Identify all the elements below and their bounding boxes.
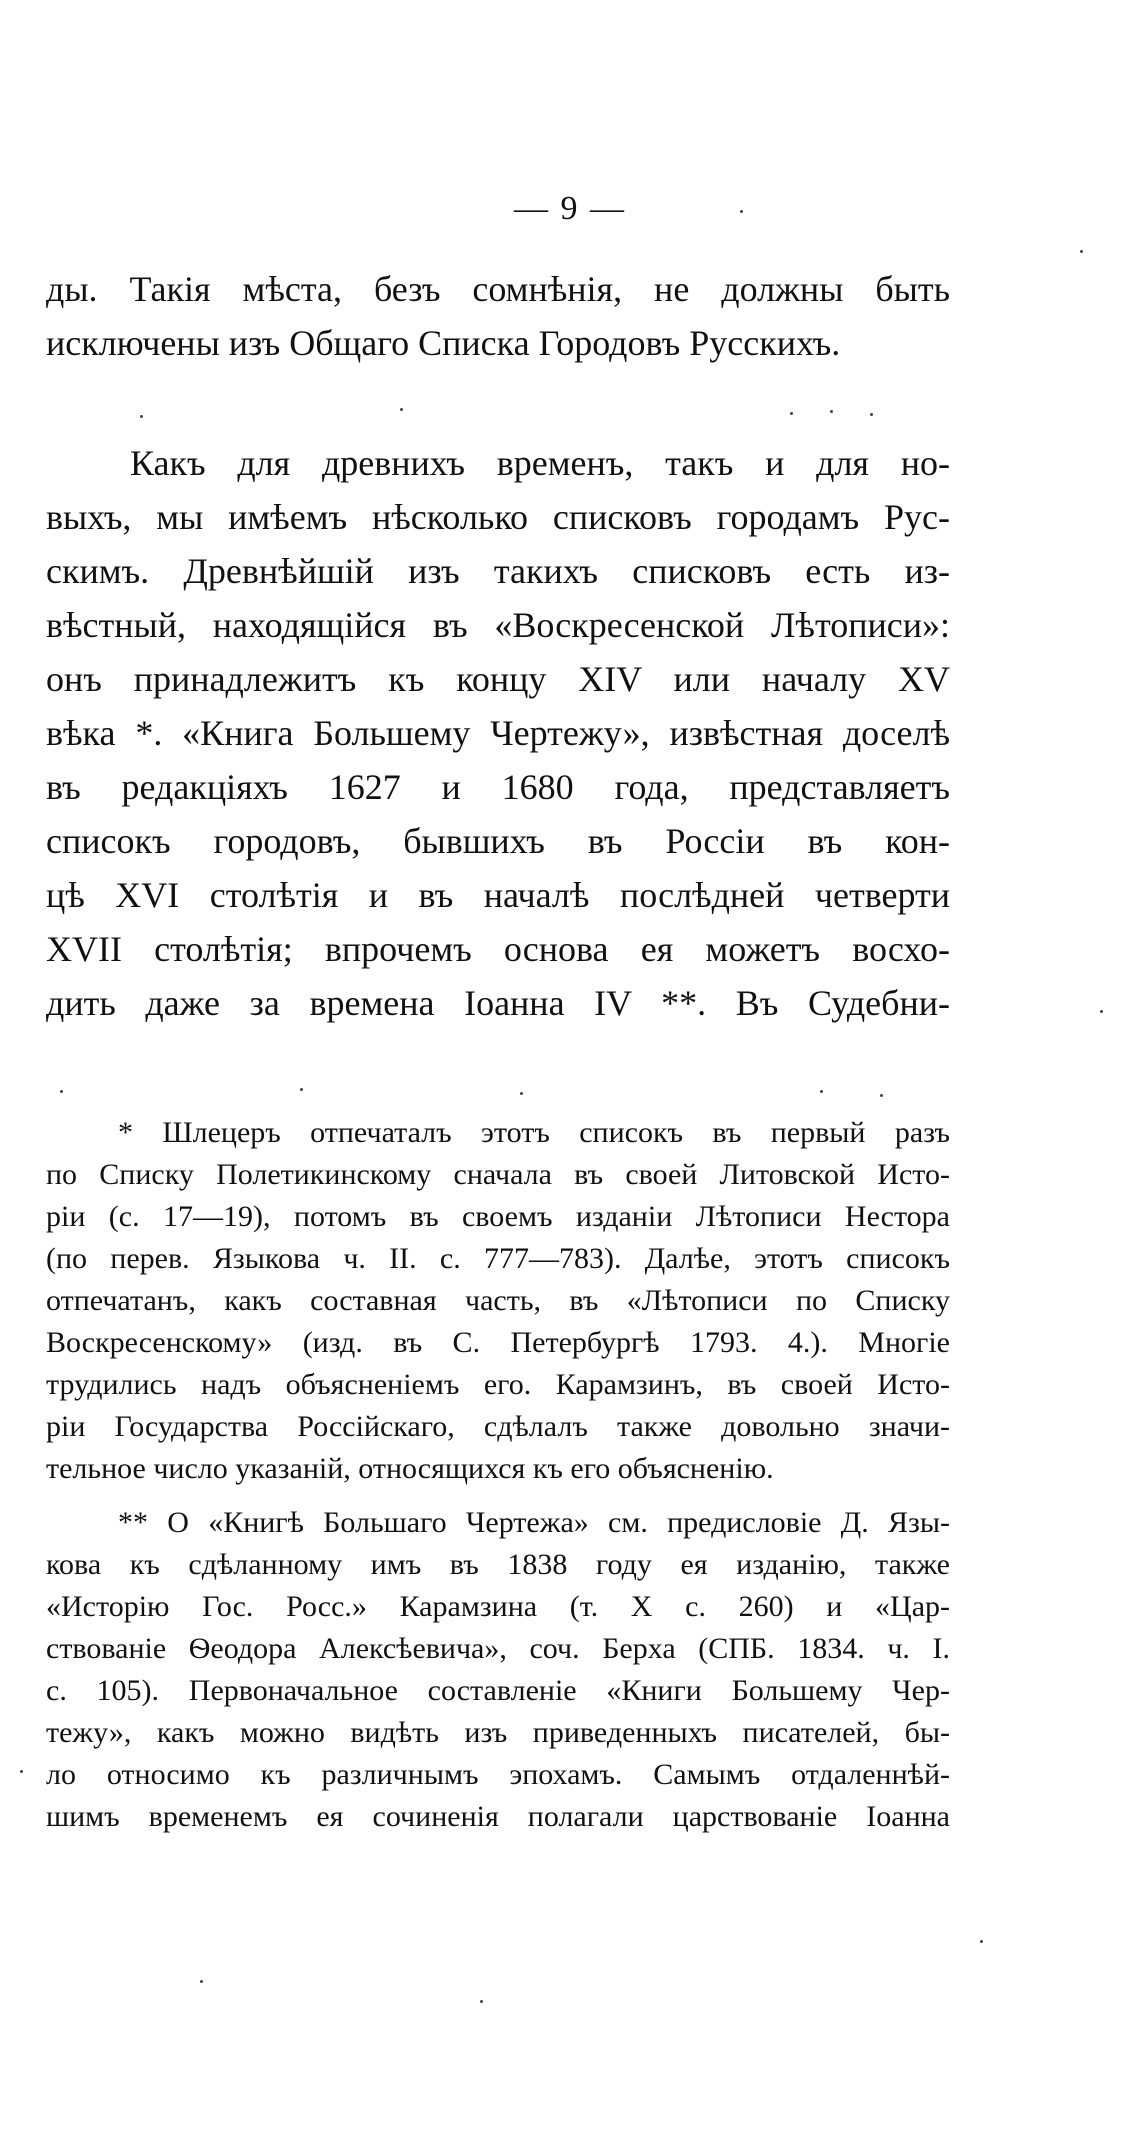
scan-speck (520, 1092, 523, 1095)
footnote-line: трудились надъ объясненіемъ его. Карамзинъ, въ своей Исто- (46, 1368, 950, 1401)
footnote-line: шимъ временемъ ея сочиненія полагали царствованіе Іоанна (46, 1800, 950, 1833)
text-line: вѣстный, находящійся въ «Воскресенской Лѣтописи»: (46, 605, 950, 645)
footnote-line: тельное число указаній, относящихся къ его объясненію. (46, 1452, 774, 1485)
scan-speck (1080, 250, 1083, 253)
scan-speck (20, 1770, 23, 1773)
footnote-line: ріи (с. 17—19), потомъ въ своемъ изданіи Лѣтописи Нестора (46, 1200, 950, 1233)
footnote-line: с. 105). Первоначальное составленіе «Книги Большему Чер- (46, 1674, 950, 1707)
text-line: выхъ, мы имѣемъ нѣсколько списковъ городамъ Рус- (46, 497, 950, 537)
footnote-line: * Шлецеръ отпечаталъ этотъ списокъ въ первый разъ (118, 1116, 950, 1149)
footnote-line: Воскресенскому» (изд. въ С. Петербургѣ 1793. 4.). Многіе (46, 1326, 950, 1359)
scan-speck (140, 415, 143, 418)
footnote-line: кова къ сдѣланному имъ въ 1838 году ея изданію, также (46, 1548, 950, 1581)
page-number: — 9 — (514, 190, 626, 227)
scan-speck (300, 1088, 303, 1091)
footnote-line: отпечатанъ, какъ составная часть, въ «Лѣтописи по Списку (46, 1284, 950, 1317)
scan-speck (790, 412, 793, 415)
text-line: ды. Такія мѣста, безъ сомнѣнія, не должны быть (46, 269, 950, 309)
scan-speck (880, 1094, 883, 1097)
footnote-line: ствованіе Ѳеодора Алексѣевича», соч. Берха (СПБ. 1834. ч. I. (46, 1632, 950, 1665)
text-line: списокъ городовъ, бывшихъ въ Россіи въ кон- (46, 821, 950, 861)
text-line: Какъ для древнихъ временъ, такъ и для но- (130, 443, 950, 483)
scan-speck (60, 1090, 63, 1093)
scan-speck (980, 1940, 983, 1943)
scan-speck (1100, 1010, 1103, 1013)
scan-speck (830, 410, 833, 413)
footnote-line: ріи Государства Россійскаго, сдѣлалъ также довольно значи- (46, 1410, 950, 1443)
text-line: вѣка *. «Книга Большему Чертежу», извѣстная доселѣ (46, 713, 950, 753)
scan-speck (740, 210, 743, 213)
scan-speck (400, 408, 403, 411)
footnote-line: «Исторію Гос. Росс.» Карамзина (т. X с. 260) и «Цар- (46, 1590, 950, 1623)
scan-speck (820, 1090, 823, 1093)
footnote-line: ** О «Книгѣ Большаго Чертежа» см. предисловіе Д. Язы- (118, 1506, 950, 1539)
footnote-line: тежу», какъ можно видѣть изъ приведенныхъ писателей, бы- (46, 1716, 950, 1749)
scan-speck (870, 413, 873, 416)
scan-speck (480, 2000, 483, 2003)
text-line: дить даже за времена Іоанна IV **. Въ Судебни- (46, 983, 950, 1023)
text-line: исключены изъ Общаго Списка Городовъ Русскихъ. (46, 323, 841, 363)
text-line: въ редакціяхъ 1627 и 1680 года, представляетъ (46, 767, 950, 807)
text-line: онъ принадлежитъ къ концу XIV или началу XV (46, 659, 950, 699)
footnote-line: по Списку Полетикинскому сначала въ своей Литовской Исто- (46, 1158, 950, 1191)
footnote-line: (по перев. Языкова ч. II. с. 777—783). Далѣе, этотъ списокъ (46, 1242, 950, 1275)
scan-speck (200, 1980, 203, 1983)
text-line: скимъ. Древнѣйшій изъ такихъ списковъ есть из- (46, 551, 950, 591)
text-line: цѣ XVI столѣтія и въ началѣ послѣдней четверти (46, 875, 950, 915)
text-line: XVII столѣтія; впрочемъ основа ея можетъ восхо- (46, 929, 950, 969)
footnote-line: ло относимо къ различнымъ эпохамъ. Самымъ отдаленнѣй- (46, 1758, 950, 1791)
